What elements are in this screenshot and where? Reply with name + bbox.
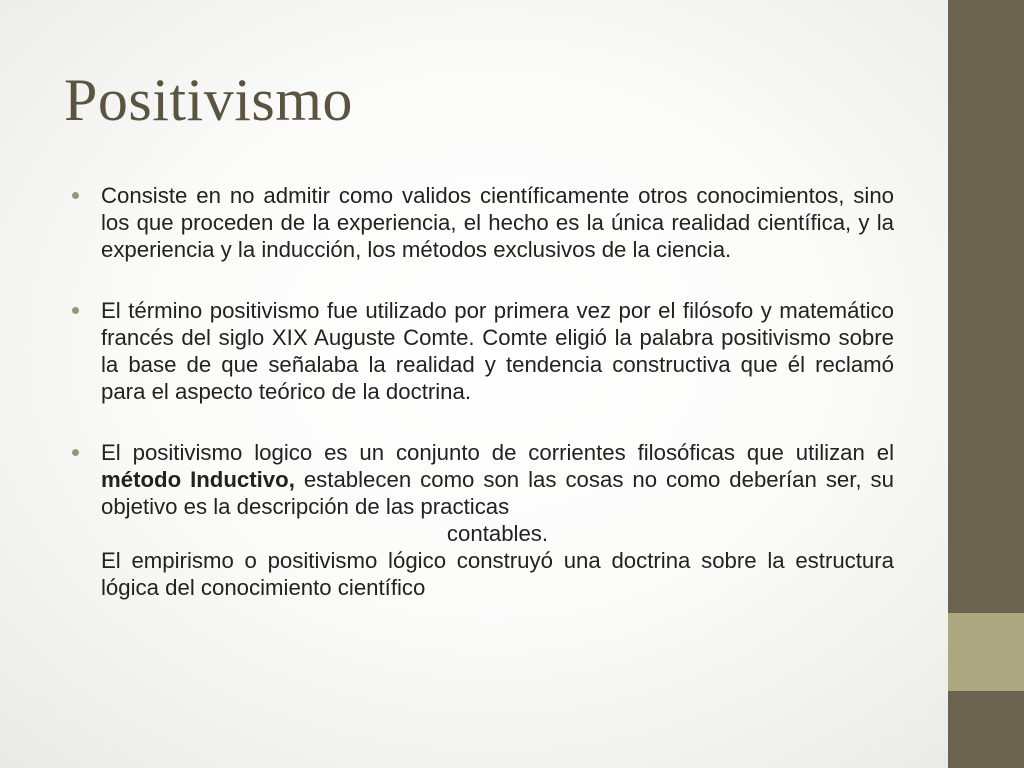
bullet-item <box>72 182 894 263</box>
bullet-dot-icon <box>72 449 79 456</box>
sidebar-band-bottom <box>948 691 1024 768</box>
bullet-text-second-paragraph: El empirismo o positivismo lógico construyó una doctrina sobre la estructura lógica del conocimiento científico <box>101 548 894 600</box>
sidebar-accent-block <box>948 613 1024 691</box>
bullet-text-bold: método Inductivo, <box>101 467 295 492</box>
bullet-text-lead: El positivismo logico es un conjunto de corrientes filosóficas que utilizan el <box>101 440 894 465</box>
bullet-dot-icon <box>72 192 79 199</box>
bullet-text <box>101 439 894 520</box>
bullet-list <box>72 182 894 635</box>
bullet-text-tail: establecen como son las cosas no como deberían ser, su objetivo es la descripción de las practicas <box>101 467 894 519</box>
sidebar-band-top <box>948 0 1024 613</box>
slide-title: Positivismo <box>64 67 353 133</box>
bullet-text-centered-line: contables. <box>446 521 549 546</box>
bullet-dot-icon <box>72 307 79 314</box>
bullet-text: Consiste en no admitir como validos científicamente otros conocimientos, sino los que proceden de la experiencia, el hecho es la única realidad científica, y la experiencia y la inducción, los métodos exclusivos de la ciencia. <box>101 183 894 262</box>
bullet-item <box>72 297 894 405</box>
bullet-text: El término positivismo fue utilizado por primera vez por el filósofo y matemático francés del siglo XIX Auguste Comte. Comte eligió la palabra positivismo sobre la base de que señalaba la realidad y tendencia constructiva que él reclamó para el aspecto teórico de la doctrina. <box>101 298 894 404</box>
bullet-item <box>72 439 894 601</box>
